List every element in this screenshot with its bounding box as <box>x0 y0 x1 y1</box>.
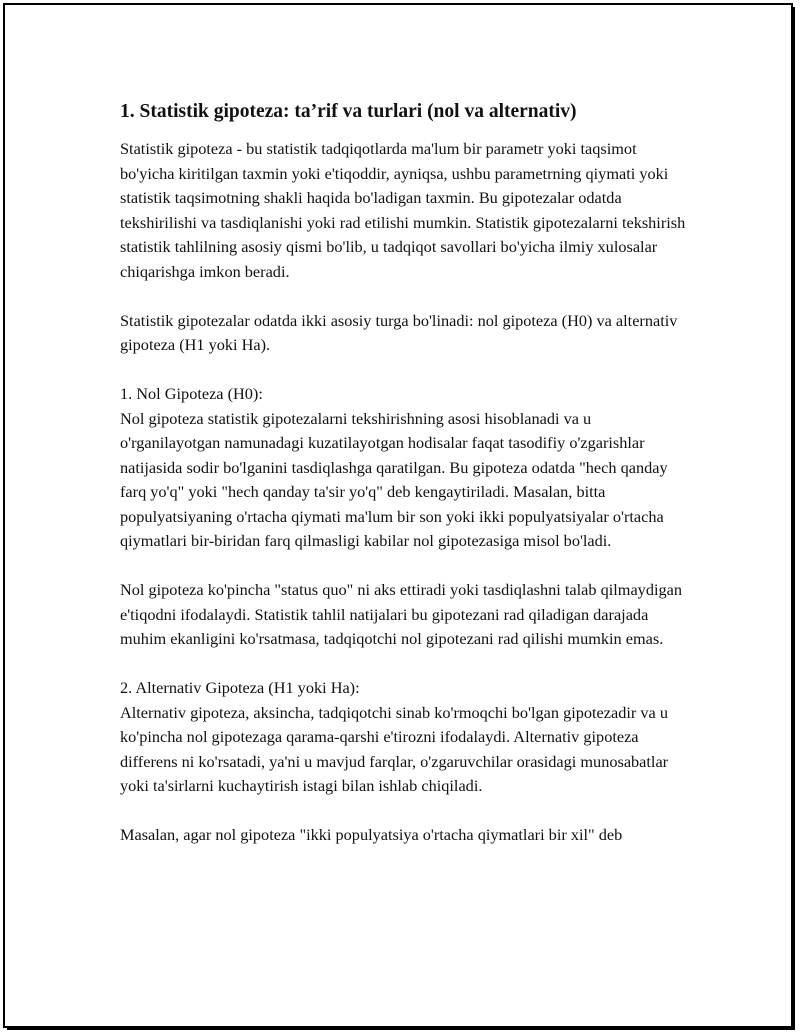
paragraph-status-quo: Nol gipoteza ko'pincha "status quo" ni aks ettiradi yoki tasdiqlashni talab qilmaydigan e'tiqodni ifodalaydi. Statistik tahlil natijalari bu gipotezani rad qiladigan darajada muhim ekanligini ko'rsatmasa, tadqiqotchi nol gipotezani rad qilishi mumkin emas. <box>120 580 682 648</box>
paragraph-gap <box>120 652 695 677</box>
subheading-null-hypothesis: 1. Nol Gipoteza (H0): <box>120 384 263 403</box>
page-frame <box>3 3 793 1028</box>
paragraph-types: Statistik gipotezalar odatda ikki asosiy turga bo'linadi: nol gipoteza (H0) va alternativ gipoteza (H1 yoki Ha). <box>120 310 678 354</box>
paragraph-alternative-hypothesis: Alternativ gipoteza, aksincha, tadqiqotchi sinab ko'rmoqchi bo'lgan gipotezadir va u ko'pincha nol gipotezaga qarama-qarshi e'tirozni ifodalaydi. Alternativ gipoteza differens ni ko'rsatadi, ya'ni u mavjud farqlar, o'zgaruvchilar orasidagi munosabatlar yoki ta'sirlarni kuchaytirish istagi bilan ishlab chiqiladi. <box>120 702 669 795</box>
paragraph-definition: Statistik gipoteza - bu statistik tadqiqotlarda ma'lum bir parametr yoki taqsimot bo'yicha kiritilgan taxmin yoki e'tiqoddir, ayniqsa, ushbu parametrning qiymati yoki statistik taqsimotning shakli haqida bo'ladigan taxmin. Bu gipotezalar odatda tekshirilishi va tasdiqlanishi yoki rad etilishi mumkin. Statistik gipotezalarni tekshirish statistik tahlilning asosiy qismi bo'lib, u tadqiqot savollari bo'yicha ilmiy xulosalar chiqarishga imkon beradi. <box>120 139 686 281</box>
document-body <box>120 99 695 848</box>
paragraph-null-hypothesis: Nol gipoteza statistik gipotezalarni tekshirishning asosi hisoblanadi va u o'rganilayotgan namunadagi kuzatilayotgan hodisalar faqat tasodifiy o'zgarishlar natijasida sodir bo'lganini tasdiqlashga qaratilgan. Bu gipoteza odatda "hech qanday farq yo'q" yoki "hech qanday ta'sir yo'q" deb kengaytiriladi. Masalan, bitta populyatsiyaning o'rtacha qiymati ma'lum bir son yoki ikki populyatsiyalar o'rtacha qiymatlari bir-biridan farq qilmasligi kabilar nol gipotezasiga misol bo'ladi. <box>120 408 668 550</box>
paragraph-gap <box>120 554 695 579</box>
paragraph-gap <box>120 284 695 309</box>
paragraph-gap <box>120 358 695 383</box>
section-heading: 1. Statistik gipoteza: ta’rif va turlari (nol va alternativ) <box>120 101 577 122</box>
paragraph-gap <box>120 799 695 824</box>
paragraph-example: Masalan, agar nol gipoteza "ikki populyatsiya o'rtacha qiymatlari bir xil" deb <box>120 825 623 844</box>
subheading-alternative-hypothesis: 2. Alternativ Gipoteza (H1 yoki Ha): <box>120 678 360 697</box>
